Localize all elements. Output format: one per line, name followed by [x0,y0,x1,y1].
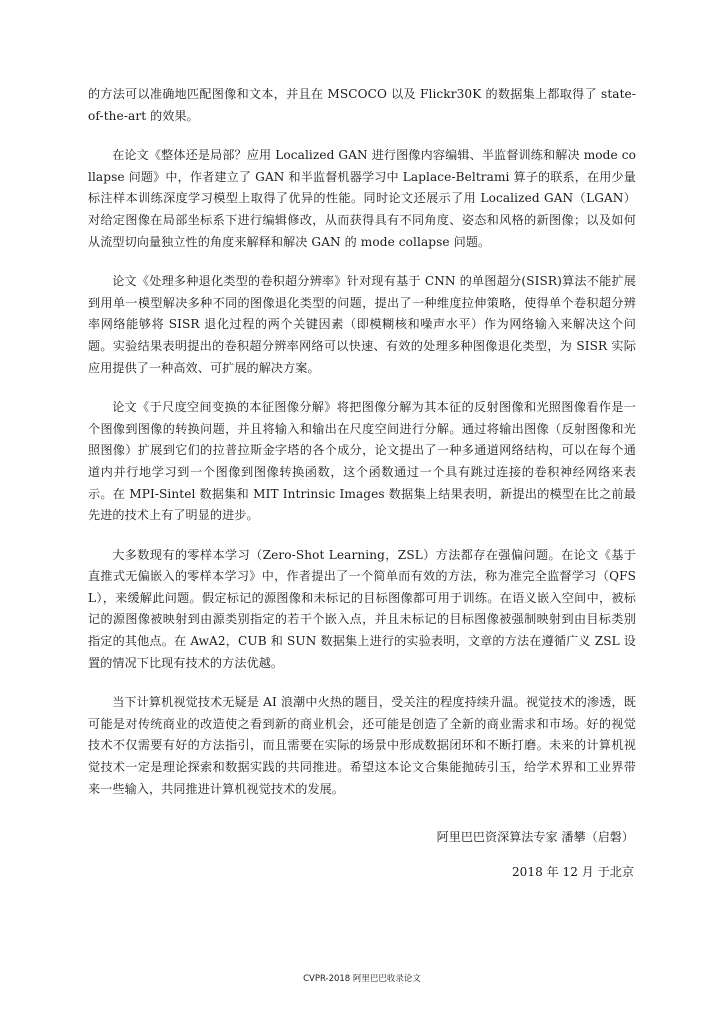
paragraph-continuation: 的方法可以准确地匹配图像和文本，并且在 MSCOCO 以及 Flickr30K 的数据集上都取得了 state-of-the-art 的效果。 [88,87,636,123]
signature-date: 2018 年 12 月 于北京 [511,865,634,879]
body-text [88,84,636,818]
paragraph-conclusion: 当下计算机视觉技术无疑是 AI 浪潮中火热的题目，受关注的程度持续升温。视觉技术的渗透，既可能是对传统商业的改造使之看到新的商业机会，还可能是创造了全新的商业需求和市场。好的视觉技术不仅需要有好的方法指引，而且需要在实际的场景中形成数据闭环和不断打磨。未来的计算机视觉技术一定是理论探索和数据实践的共同推进。希望这本论文合集能抛砖引玉，给学术界和工业界带来一些输入，共同推进计算机视觉技术的发展。 [88,695,636,796]
paragraph-intrinsic-decomposition: 论文《于尺度空间变换的本征图像分解》将把图像分解为其本征的反射图像和光照图像看作是一个图像到图像的转换问题，并且将输入和输出在尺度空间进行分解。通过将输出图像（反射图像和光照图像）扩展到它们的拉普拉斯金字塔的各个成分，论文提出了一种多通道网络结构，可以在每个通道内并行地学习到一个图像到图像转换函数，这个函数通过一个具有跳过连接的卷积神经网络来表示。在 MPI-Sintel 数据集和 MIT Intrinsic Images 数据集上结果表明，新提出的模型在比之前最先进的技术上有了明显的进步。 [88,400,636,523]
paragraph-localized-gan: 在论文《整体还是局部？应用 Localized GAN 进行图像内容编辑、半监督训练和解决 mode collapse 问题》中，作者建立了 GAN 和半监督机器学习中 Laplace-Beltrami 算子的联系，在用少量标注样本训练深度学习模型上取得了优异的性能。同时论文还展示了用 Localized GAN（LGAN）对给定图像在局部坐标系下进行编辑修改，从而获得具有不同角度、姿态和风格的新图像；以及如何从流型切向量独立性的角度来解释和解决 GAN 的 mode collapse 问题。 [88,148,636,249]
author-signature: 阿里巴巴资深算法专家 潘攀（启磐） [436,830,634,844]
signature-block [214,827,634,883]
page-footer: CVPR-2018 阿里巴巴收录论文 [303,974,421,984]
paragraph-zero-shot: 大多数现有的零样本学习（Zero-Shot Learning，ZSL）方法都存在强偏问题。在论文《基于直推式无偏嵌入的零样本学习》中，作者提出了一个简单而有效的方法，称为准完全监督学习（QFSL），来缓解此问题。假定标记的源图像和未标记的目标图像都可用于训练。在语义嵌入空间中，被标记的源图像被映射到由源类别指定的若干个嵌入点，并且未标记的目标图像被强制映射到由目标类别指定的其他点。在 AwA2，CUB 和 SUN 数据集上进行的实验表明，文章的方法在遵循广义 ZSL 设置的情况下比现有技术的方法优越。 [88,547,636,670]
paragraph-super-resolution: 论文《处理多种退化类型的卷积超分辨率》针对现有基于 CNN 的单图超分(SISR)算法不能扩展到用单一模型解决多种不同的图像退化类型的问题，提出了一种维度拉伸策略，使得单个卷积超分辨率网络能够将 SISR 退化过程的两个关键因素（即模糊核和噪声水平）作为网络输入来解决这个问题。实验结果表明提出的卷积超分辨率网络可以快速、有效的处理多种图像退化类型，为 SISR 实际应用提供了一种高效、可扩展的解决方案。 [88,274,636,375]
